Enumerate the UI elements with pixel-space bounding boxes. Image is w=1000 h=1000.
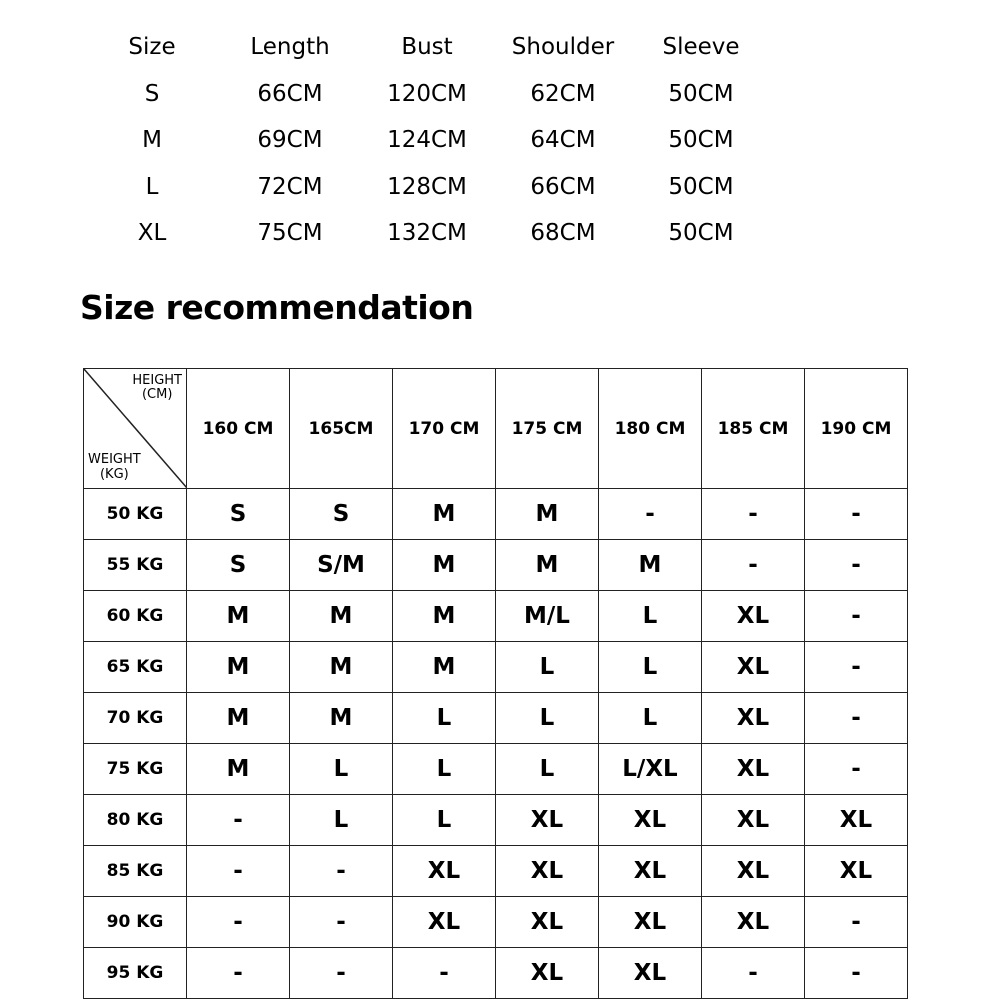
sleeve-cell: 50CM xyxy=(668,127,734,154)
recommended-size-cell: XL xyxy=(702,897,805,948)
recommended-size-cell: XL xyxy=(599,846,702,897)
recommended-size-cell: - xyxy=(702,489,805,540)
recommended-size-cell: XL xyxy=(393,846,496,897)
recommended-size-cell: XL xyxy=(702,642,805,693)
height-header: 175 CM xyxy=(496,369,599,489)
recommended-size-cell: M xyxy=(187,591,290,642)
header-shoulder: Shoulder xyxy=(511,34,615,61)
recommended-size-cell: - xyxy=(805,744,908,795)
header-size: Size xyxy=(128,34,176,61)
bust-cell: 120CM xyxy=(387,80,467,107)
measurement-row xyxy=(96,117,758,164)
weight-row xyxy=(84,693,908,744)
shoulder-cell: 66CM xyxy=(530,173,596,200)
recommended-size-cell: S/M xyxy=(290,540,393,591)
recommended-size-cell: L xyxy=(496,642,599,693)
recommended-size-cell: M xyxy=(393,591,496,642)
recommended-size-cell: M xyxy=(290,642,393,693)
weight-label-cell: 75 KG xyxy=(84,744,187,795)
recommended-size-cell: XL xyxy=(702,693,805,744)
recommended-size-cell: - xyxy=(290,846,393,897)
recommended-size-cell: - xyxy=(805,489,908,540)
weight-unit: (KG) xyxy=(99,467,129,482)
recommended-size-cell: XL xyxy=(702,795,805,846)
recommended-size-cell: XL xyxy=(702,591,805,642)
length-cell: 72CM xyxy=(257,173,323,200)
weight-row xyxy=(84,540,908,591)
header-bust: Bust xyxy=(401,34,453,61)
recommended-size-cell: S xyxy=(187,489,290,540)
recommended-size-cell: M/L xyxy=(496,591,599,642)
height-header: 165CM xyxy=(290,369,393,489)
recommended-size-cell: XL xyxy=(496,897,599,948)
recommended-size-cell: L xyxy=(599,693,702,744)
weight-label: WEIGHT xyxy=(88,452,141,467)
length-cell: 75CM xyxy=(257,220,323,247)
recommended-size-cell: M xyxy=(393,489,496,540)
weight-label-cell: 80 KG xyxy=(84,795,187,846)
recommended-size-cell: - xyxy=(702,948,805,999)
height-header: 160 CM xyxy=(187,369,290,489)
recommended-size-cell: M xyxy=(393,642,496,693)
weight-label-cell: 55 KG xyxy=(84,540,187,591)
weight-label-cell: 90 KG xyxy=(84,897,187,948)
weight-label-cell: 70 KG xyxy=(84,693,187,744)
recommended-size-cell: - xyxy=(805,948,908,999)
height-header: 185 CM xyxy=(702,369,805,489)
recommended-size-cell: L xyxy=(599,591,702,642)
shoulder-cell: 62CM xyxy=(530,80,596,107)
weight-row xyxy=(84,897,908,948)
recommended-size-cell: L xyxy=(393,795,496,846)
size-cell: XL xyxy=(137,220,167,247)
recommended-size-cell: - xyxy=(187,897,290,948)
size-recommendation-table xyxy=(83,368,908,999)
height-header-row xyxy=(84,369,908,489)
recommended-size-cell: XL xyxy=(702,744,805,795)
recommended-size-cell: XL xyxy=(702,846,805,897)
header-sleeve: Sleeve xyxy=(662,34,740,61)
weight-row xyxy=(84,795,908,846)
weight-label-cell: 95 KG xyxy=(84,948,187,999)
weight-label-cell: 50 KG xyxy=(84,489,187,540)
recommended-size-cell: S xyxy=(187,540,290,591)
size-cell: S xyxy=(144,80,160,107)
weight-label-cell: 85 KG xyxy=(84,846,187,897)
recommended-size-cell: XL xyxy=(805,846,908,897)
recommendation-body xyxy=(84,489,908,999)
recommended-size-cell: - xyxy=(805,540,908,591)
bust-cell: 132CM xyxy=(387,220,467,247)
length-cell: 66CM xyxy=(257,80,323,107)
recommended-size-cell: M xyxy=(599,540,702,591)
recommended-size-cell: - xyxy=(393,948,496,999)
size-cell: L xyxy=(145,173,159,200)
weight-row xyxy=(84,489,908,540)
recommended-size-cell: M xyxy=(496,489,599,540)
weight-label-cell: 60 KG xyxy=(84,591,187,642)
height-axis-label xyxy=(132,374,182,402)
recommended-size-cell: - xyxy=(599,489,702,540)
recommended-size-cell: - xyxy=(290,948,393,999)
height-header: 170 CM xyxy=(393,369,496,489)
height-header: 180 CM xyxy=(599,369,702,489)
recommended-size-cell: - xyxy=(805,642,908,693)
recommended-size-cell: - xyxy=(187,846,290,897)
weight-label-cell: 65 KG xyxy=(84,642,187,693)
weight-row xyxy=(84,642,908,693)
weight-row xyxy=(84,744,908,795)
recommended-size-cell: M xyxy=(187,693,290,744)
shoulder-cell: 64CM xyxy=(530,127,596,154)
sleeve-cell: 50CM xyxy=(668,80,734,107)
section-title: Size recommendation xyxy=(80,288,474,327)
recommended-size-cell: S xyxy=(290,489,393,540)
measurement-header-row xyxy=(96,24,758,71)
size-cell: M xyxy=(142,127,162,154)
recommended-size-cell: M xyxy=(290,591,393,642)
recommended-size-cell: L xyxy=(599,642,702,693)
recommended-size-cell: - xyxy=(805,591,908,642)
sleeve-cell: 50CM xyxy=(668,220,734,247)
recommended-size-cell: XL xyxy=(393,897,496,948)
recommended-size-cell: M xyxy=(393,540,496,591)
shoulder-cell: 68CM xyxy=(530,220,596,247)
recommended-size-cell: L xyxy=(290,795,393,846)
measurement-row xyxy=(96,71,758,118)
length-cell: 69CM xyxy=(257,127,323,154)
recommended-size-cell: XL xyxy=(599,795,702,846)
recommended-size-cell: L/XL xyxy=(599,744,702,795)
recommended-size-cell: L xyxy=(290,744,393,795)
bust-cell: 128CM xyxy=(387,173,467,200)
recommended-size-cell: - xyxy=(805,897,908,948)
recommended-size-cell: XL xyxy=(496,846,599,897)
recommended-size-cell: XL xyxy=(599,948,702,999)
weight-axis-label xyxy=(88,452,141,482)
recommended-size-cell: L xyxy=(393,693,496,744)
height-label: HEIGHT xyxy=(132,373,182,388)
weight-row xyxy=(84,846,908,897)
recommended-size-cell: XL xyxy=(599,897,702,948)
height-header: 190 CM xyxy=(805,369,908,489)
recommended-size-cell: L xyxy=(393,744,496,795)
recommended-size-cell: - xyxy=(805,693,908,744)
weight-row xyxy=(84,948,908,999)
recommended-size-cell: M xyxy=(187,642,290,693)
recommended-size-cell: L xyxy=(496,693,599,744)
recommended-size-cell: XL xyxy=(805,795,908,846)
recommended-size-cell: M xyxy=(187,744,290,795)
recommended-size-cell: - xyxy=(187,795,290,846)
recommended-size-cell: M xyxy=(290,693,393,744)
measurement-row xyxy=(96,164,758,211)
corner-header-cell xyxy=(84,369,187,489)
measurement-row xyxy=(96,210,758,257)
bust-cell: 124CM xyxy=(387,127,467,154)
recommended-size-cell: L xyxy=(496,744,599,795)
sleeve-cell: 50CM xyxy=(668,173,734,200)
recommended-size-cell: - xyxy=(702,540,805,591)
recommended-size-cell: M xyxy=(496,540,599,591)
weight-row xyxy=(84,591,908,642)
header-length: Length xyxy=(250,34,330,61)
recommended-size-cell: XL xyxy=(496,948,599,999)
recommended-size-cell: - xyxy=(290,897,393,948)
recommended-size-cell: XL xyxy=(496,795,599,846)
size-measurement-table xyxy=(96,24,758,257)
recommended-size-cell: - xyxy=(187,948,290,999)
height-unit: (CM) xyxy=(141,387,173,402)
